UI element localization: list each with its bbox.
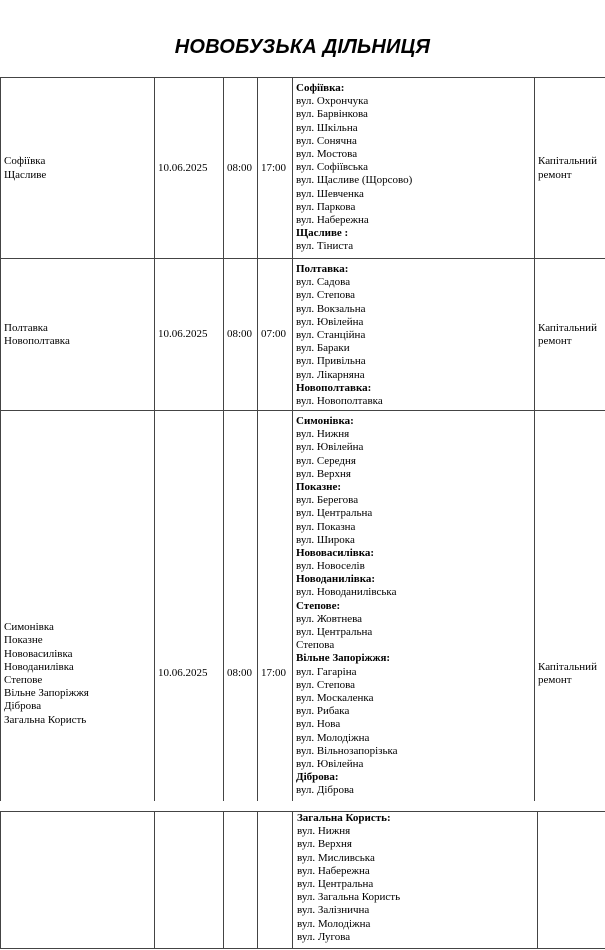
settlements-cell — [4, 259, 70, 411]
street-item: вул. Берегова — [296, 494, 359, 507]
street-item: вул. Широка — [296, 533, 355, 546]
street-item: вул. Ювілейна — [296, 757, 364, 770]
street-item: вул. Ювілейна — [296, 315, 364, 328]
list-item: Новоданилівка — [4, 660, 74, 673]
settlement-header: Щасливе : — [296, 227, 349, 240]
end-time-cell — [261, 259, 286, 411]
list-item: Капітальний — [538, 660, 597, 673]
reason-cell — [538, 259, 597, 411]
street-item: вул. Бараки — [296, 342, 350, 355]
list-item: Загальна Користь — [4, 713, 87, 726]
street-item: вул. Барвінкова — [296, 108, 368, 121]
start-time: 08:00 — [227, 328, 253, 341]
reason-cell — [538, 78, 597, 259]
street-item: вул. Набережна — [297, 864, 370, 877]
streets-cell — [297, 812, 400, 944]
start-time: 08:00 — [227, 161, 253, 174]
date: 10.06.2025 — [158, 161, 208, 174]
street-item: вул. Верхня — [297, 838, 352, 851]
list-item: Щасливе — [4, 168, 47, 181]
street-item: вул. Вільнозапорізька — [296, 744, 398, 757]
end-time: 07:00 — [261, 328, 287, 341]
street-item: вул. Молодіжна — [297, 917, 371, 930]
list-item: Новополтавка — [4, 335, 70, 347]
street-item: вул. Москаленка — [296, 691, 374, 704]
street-item: вул. Тіниста — [296, 240, 354, 253]
street-item: вул. Набережна — [296, 213, 369, 226]
date-cell — [158, 78, 208, 259]
list-item: Показне — [4, 634, 43, 647]
start-time-cell — [227, 259, 252, 411]
street-item: вул. Центральна — [297, 877, 374, 890]
street-item: вул. Сонячна — [296, 134, 357, 147]
streets-cell — [296, 263, 383, 408]
table-row — [0, 410, 605, 801]
settlement-header: Новоданилівка: — [296, 573, 376, 586]
start-time-cell — [227, 78, 252, 259]
table-row — [0, 258, 605, 411]
list-item: ремонт — [538, 168, 572, 181]
page-title: НОВОБУЗЬКА ДІЛЬНИЦЯ — [174, 36, 431, 58]
settlement-header: Показне: — [296, 480, 342, 493]
street-item: вул. Новополтавка — [296, 394, 383, 407]
list-item: Вільне Запоріжжя — [4, 687, 89, 700]
street-item: вул. Молодіжна — [296, 731, 370, 744]
list-item: ремонт — [538, 335, 572, 347]
settlement-header: Нововасилівка: — [296, 546, 375, 559]
list-item: Полтавка — [4, 321, 48, 334]
end-time: 17:00 — [261, 161, 287, 174]
street-item: вул. Загальна Користь — [297, 891, 401, 904]
street-item: вул. Центральна — [296, 507, 373, 520]
street-item: вул. Ювілейна — [296, 441, 364, 454]
table-row — [0, 77, 605, 259]
list-item: Софіївка — [4, 155, 46, 168]
settlement-header: Вільне Запоріжжя: — [296, 652, 391, 665]
date-cell — [158, 259, 208, 411]
end-time: 17:00 — [261, 667, 287, 680]
street-item: вул. Нижня — [296, 428, 350, 441]
list-item: Степове — [4, 674, 43, 686]
settlement-header: Полтавка: — [296, 263, 349, 275]
street-item: вул. Мостова — [296, 147, 358, 160]
street-item: вул. Середня — [296, 454, 356, 467]
street-item: вул. Рибака — [296, 705, 350, 718]
street-item: Степова — [296, 639, 335, 652]
street-item: вул. Степова — [296, 289, 356, 302]
settlement-header: Симонівка: — [296, 415, 354, 427]
list-item: Капітальний — [538, 321, 597, 334]
street-item: вул. Лікарняна — [296, 368, 365, 381]
list-item: Діброва — [4, 700, 42, 713]
table-row — [0, 811, 605, 949]
street-item: вул. Діброва — [296, 784, 354, 797]
date: 10.06.2025 — [158, 328, 208, 341]
list-item: Капітальний — [538, 155, 597, 168]
outage-table-continuation — [0, 811, 605, 948]
street-item: вул. Новоданилівська — [296, 586, 397, 599]
street-item: вул. Нижня — [297, 825, 351, 838]
date: 10.06.2025 — [158, 667, 208, 680]
streets-cell — [296, 82, 412, 253]
street-item: вул. Центральна — [296, 626, 373, 638]
street-item: вул. Охрончука — [296, 95, 369, 108]
outage-table — [0, 77, 605, 800]
streets-cell — [296, 415, 398, 797]
street-item: вул. Гагаріна — [296, 665, 357, 678]
street-item: вул. Станційна — [296, 328, 366, 341]
list-item: Симонівка — [4, 621, 54, 634]
settlements-cell — [4, 78, 46, 259]
settlement-header: Діброва: — [296, 771, 339, 784]
street-item: вул. Новоселів — [296, 560, 365, 573]
street-item: вул. Паркова — [296, 200, 356, 213]
settlement-header: Степове: — [296, 599, 341, 612]
street-item: вул. Шевченка — [296, 187, 364, 200]
street-item: вул. Показна — [296, 520, 356, 533]
list-item: ремонт — [538, 674, 572, 686]
street-item: вул. Залізнична — [297, 904, 370, 917]
settlement-header: Новополтавка: — [296, 381, 372, 394]
list-item: Нововасилівка — [4, 647, 73, 660]
street-item: вул. Садова — [296, 276, 351, 289]
settlement-header: Софіївка: — [296, 82, 345, 94]
street-item: вул. Мисливська — [297, 851, 375, 864]
street-item: вул. Шкільна — [296, 121, 358, 134]
settlement-header: Загальна Користь: — [297, 812, 391, 824]
street-item: вул. Щасливе (Щорсово) — [296, 174, 413, 187]
street-item: вул. Софіївська — [296, 161, 368, 174]
start-time: 08:00 — [227, 667, 253, 680]
street-item: вул. Привільна — [296, 355, 366, 368]
street-item: вул. Вокзальна — [296, 302, 366, 315]
street-item: вул. Нова — [296, 718, 341, 731]
street-item: вул. Верхня — [296, 467, 351, 480]
end-time-cell — [261, 78, 286, 259]
street-item: вул. Жовтнева — [296, 612, 363, 625]
street-item: вул. Степова — [296, 678, 356, 691]
street-item: вул. Лугова — [297, 930, 351, 943]
